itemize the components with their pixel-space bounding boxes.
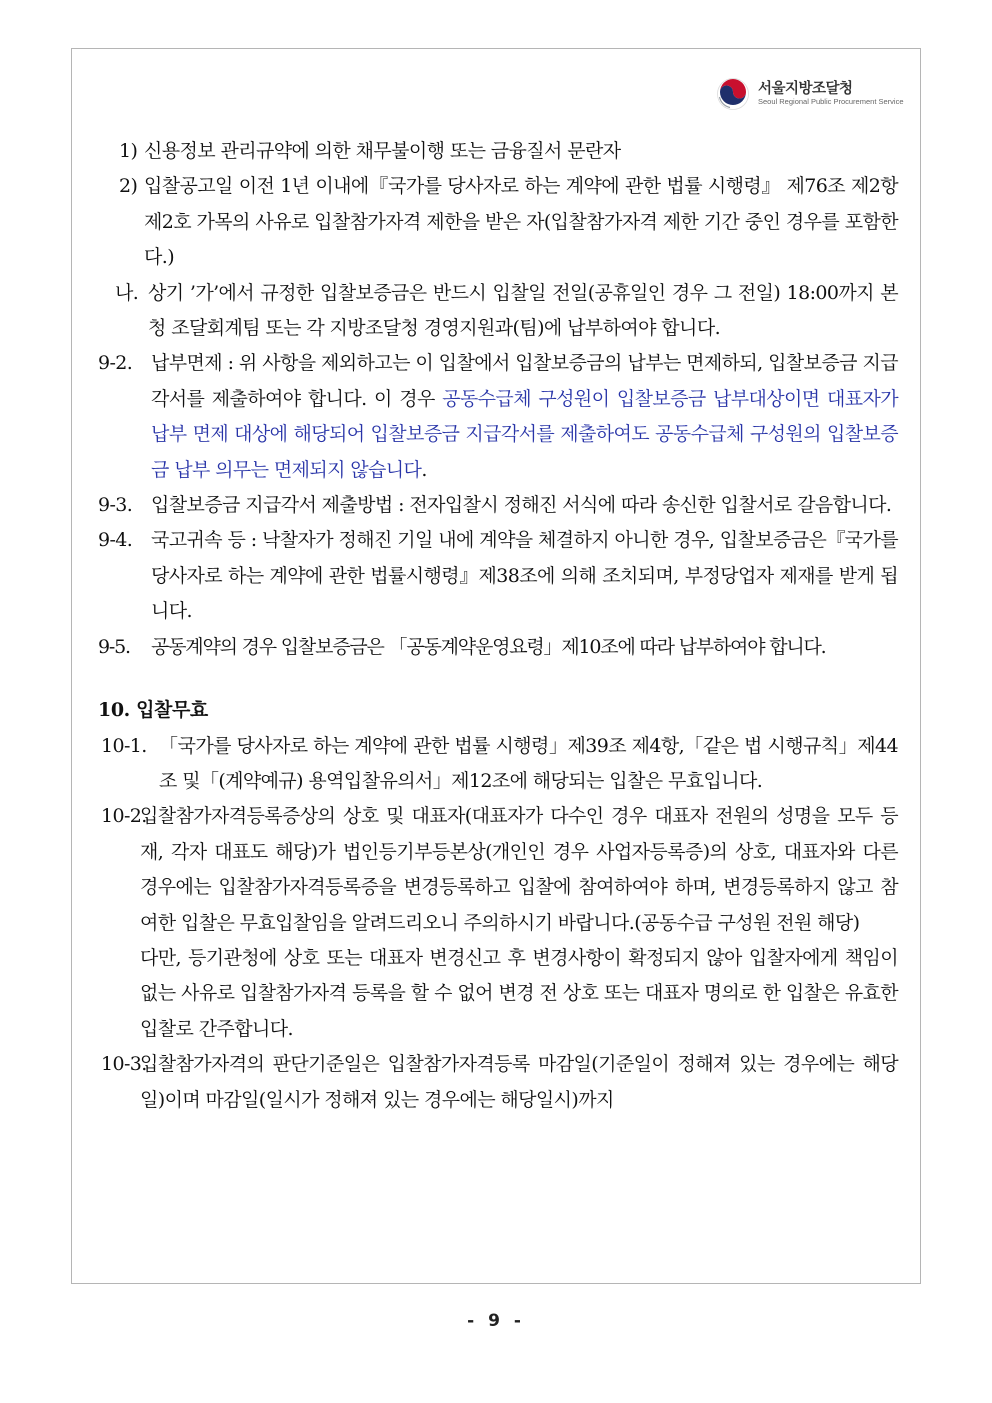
clause-9-3-text: 입찰보증금 지급각서 제출방법 : 전자입찰시 정해진 서식에 따라 송신한 입찰서로 갈음합니다. [151,494,892,517]
item-1-text: 신용정보 관리규약에 의한 채무불이행 또는 금융질서 문란자 [144,140,621,162]
clause-9-2-number: 9-2. [98,352,133,375]
clause-9-4-text: 국고귀속 등 : 낙찰자가 정해진 기일 내에 계약을 체결하지 아니한 경우, 입찰보증금은『국가를 당사자로 하는 계약에 관한 법률시행령』제38조에 의해 조치되며, 부정당업자 제재를 받게 됩니다. [151,529,898,623]
clause-9-3-number: 9-3. [98,494,133,517]
clause-9-5 [98,630,898,665]
clause-9-5-number: 9-5. [98,635,130,658]
logo-english-name: Seoul Regional Public Procurement Service [758,97,904,106]
clause-9-5-text: 공동계약의 경우 입찰보증금은 「공동계약운영요령」제10조에 따라 납부하여야 합니다. [151,635,826,658]
clause-10-2 [98,799,898,941]
item-na-number: 나. [115,281,139,304]
clause-9-4 [98,523,898,629]
clause-10-1-number: 10-1. [101,734,147,757]
clause-10-2-number: 10-2. [101,805,147,828]
logo-korean-name: 서울지방조달청 [758,81,853,97]
page-number: - 9 - [467,1311,525,1331]
item-1 [98,134,898,169]
clause-10-3 [98,1047,898,1118]
item-2 [98,169,898,275]
clause-9-4-number: 9-4. [98,529,133,552]
clause-10-2-text: 입찰참가자격등록증상의 상호 및 대표자(대표자가 다수인 경우 대표자 전원의 성명을 모두 등재, 각자 대표도 해당)가 법인등기부등본상(개인인 경우 사업자등록증)의 상호, 대표자와 다른 경우에는 입찰참가자격등록증을 변경등록하고 입찰에 참여하여야 하며, 변경등록하지 않고 참여한 입찰은 무효입찰임을 알려드리오니 주의하시기 바랍니다.(공동수급 구성원 전원 해당) [140,805,898,934]
clause-10-2-note [98,941,898,1047]
item-na-text: 상기 ’가’에서 규정한 입찰보증금은 반드시 입찰일 전일(공휴일인 경우 그 전일) 18:00까지 본청 조달회계팀 또는 각 지방조달청 경영지원과(팀)에 납부하여야 합니다. [148,281,898,340]
item-2-number: 2) [119,175,138,198]
clause-9-2 [98,346,898,488]
section-10-title: 10. 입찰무효 [98,699,208,722]
clause-10-2-note-text: 다만, 등기관청에 상호 또는 대표자 변경신고 후 변경사항이 확정되지 않아 입찰자에게 책임이 없는 사유로 입찰참가자격 등록을 할 수 없어 변경 전 상호 또는 대표자 명의로 한 입찰은 유효한 입찰로 간주합니다. [140,946,898,1040]
item-2-text: 입찰공고일 이전 1년 이내에『국가를 당사자로 하는 계약에 관한 법률 시행령』 제76조 제2항 제2호 가목의 사유로 입찰참가자격 제한을 받은 자(입찰참가자격 제한 기간 중인 경우를 포함한다.) [144,175,898,269]
clause-9-2-highlight: 공동수급체 구성원이 입찰보증금 납부대상이면 대표자가 납부 면제 대상에 해당되어 입찰보증금 지급각서를 제출하여도 공동수급체 구성원의 입찰보증금 납부 의무는 면제되지 않습니다 [151,387,898,481]
document-body [98,134,898,1118]
header-logo [716,75,906,115]
item-na [98,276,898,347]
taegeuk-emblem-icon [716,77,750,111]
clause-10-1-text: 「국가를 당사자로 하는 계약에 관한 법률 시행령」제39조 제4항,「같은 법 시행규칙」제44조 및「(계약예규) 용역입찰유의서」제12조에 해당되는 입찰은 무효입니다. [159,734,898,792]
clause-9-2-text: 납부면제 : 위 사항을 제외하고는 이 입찰에서 입찰보증금의 납부는 면제하되, 입찰보증금 지급각서를 제출하여야 합니다. 이 경우 [151,352,898,410]
clause-10-1 [98,729,898,800]
clause-9-2-end: . [421,458,427,481]
clause-10-3-text: 입찰참가자격의 판단기준일은 입찰참가자격등록 마감일(기준일이 정해져 있는 경우에는 해당일)이며 마감일(일시가 정해져 있는 경우에는 해당일시)까지 [140,1053,898,1111]
clause-10-3-number: 10-3. [101,1053,147,1076]
clause-9-3 [98,488,898,523]
item-1-number: 1) [119,140,138,162]
